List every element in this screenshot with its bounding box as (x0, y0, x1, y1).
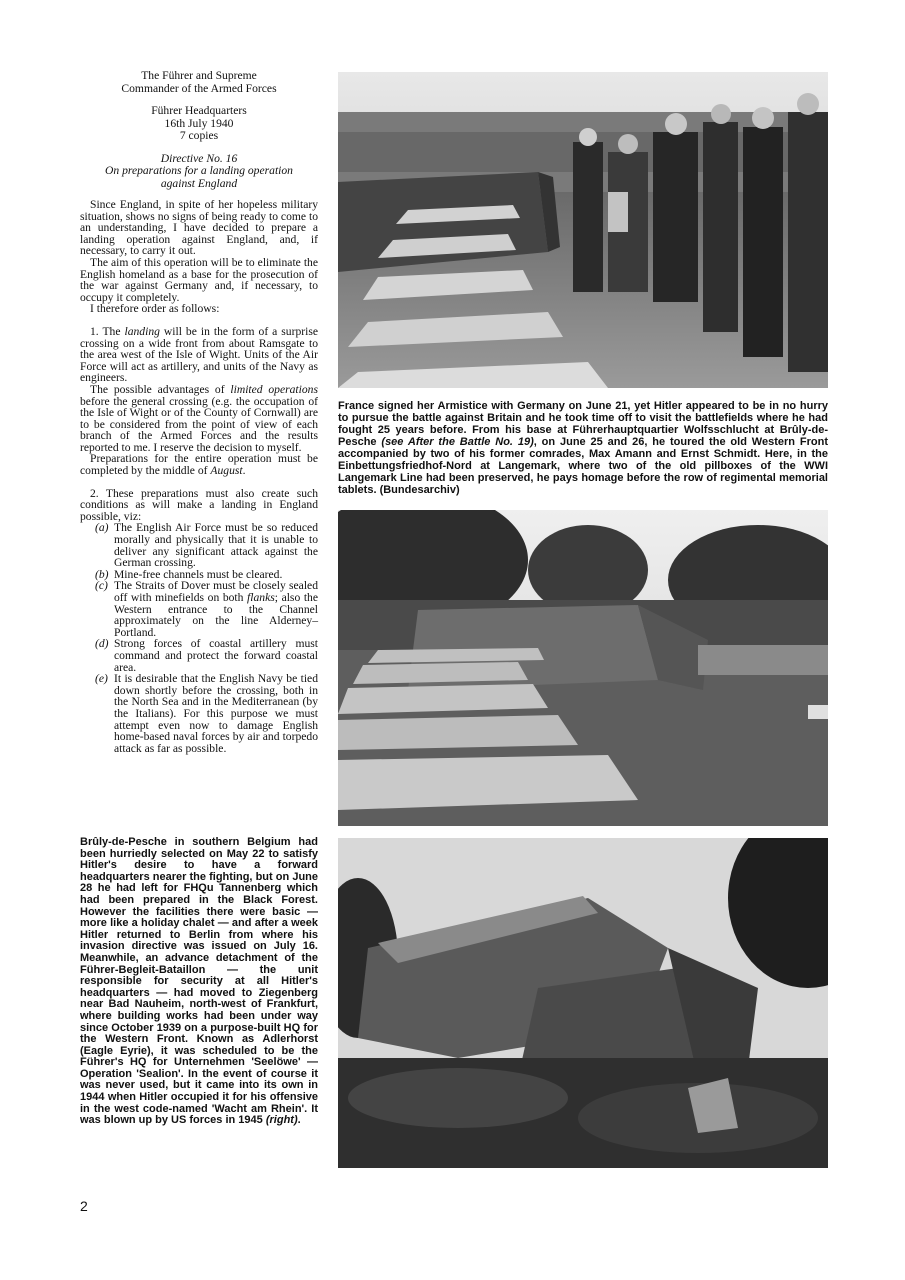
photo-adlerhorst-ruins-image (338, 838, 828, 1168)
paragraph-intro: Since England, in spite of her hopeless military situation, shows no signs of being ready to come to an understanding, I have decided to prepare a landing operation against England, and, if necessary, to carry it out. (80, 198, 318, 258)
directive-subtitle-1: On preparations for a landing operation (105, 164, 293, 177)
caption-langemark: France signed her Armistice with Germany on June 21, yet Hitler appeared to be in no hurry to pursue the battle against Britain and he took time off to visit the battlefields where he had fought 25 years before. From his base at Führerhauptquartier Wolfsschlucht at Brûly-de-Pesche (see After the Battle No. 19), on June 25 and 26, he toured the old Western Front accompanied by two of his former comrades, Max Amann and Ernst Schmidt. Here, in the Einbettungsfriedhof-Nord at Langemark, where two of the old pillboxes of the WWI Langemark Line had been preserved, he pays homage before the row of regimental memorial tablets. (Bundesarchiv) (338, 400, 828, 496)
photo-langemark-today (338, 510, 828, 826)
directive-column (80, 70, 318, 754)
photo-adlerhorst-ruins (338, 838, 828, 1168)
section-2-conditions: 2. These preparations must also create such conditions as will make a landing in England possible, viz: (80, 486, 318, 523)
condition-item: (d) Strong forces of coastal artillery must command and protect the forward coastal area. (95, 637, 318, 674)
directive-title: Directive No. 16 (160, 151, 238, 165)
header-line-1: The Führer and Supreme (141, 69, 257, 82)
condition-item: (a) The English Air Force must be so reduced morally and physically that it is unable to deliver any significant attack against the German crossing. (95, 521, 318, 570)
condition-item: (c) The Straits of Dover must be closely sealed off with minefields on both flanks; also the Western entrance to the Channel approximately on the line Alderney–Portland. (95, 579, 319, 639)
caption-bruly-de-pesche: Brûly-de-Pesche in southern Belgium had been hurriedly selected on May 22 to satisfy Hitler's desire to have a forward headquarters nearer the fighting, but on June 28 he had left for FHQu Tannenberg which had been prepared in the Black Forest. However the facilities there were basic — more like a holiday chalet — and after a week Hitler returned to Berlin from where his invasion directive was issued on July 16. Meanwhile, an advance detachment of the Führer-Begleit-Bataillon — the unit responsible for security at all Hitler's headquarters — had moved to Ziegenberg near Bad Nauheim, north-west of Frankfurt, where building works had been under way since October 1939 on a purpose-built HQ for the Western Front. Known as Adlerhorst (Eagle Eyrie), it was scheduled to be the Führer's HQ for Unternehmen 'Seelöwe' — Operation 'Sealion'. In the event of course it was never used, but it came into its own in 1944 when Hitler occupied it for his offensive in the west code-named 'Wacht am Rhein'. It was blown up by US forces in 1945 (right). (80, 836, 318, 1127)
header-line-2: Commander of the Armed Forces (121, 81, 277, 95)
paragraph-aim: The aim of this operation will be to eliminate the English homeland as a base for the prosecution of the war against Germany and, if necessary, to occupy it completely. (80, 255, 318, 304)
condition-item: (b) Mine-free channels must be cleared. (95, 567, 283, 581)
conditions-list (80, 522, 318, 754)
header-copies: 7 copies (179, 129, 219, 142)
header-date: 16th July 1940 (164, 116, 234, 130)
section-1-limited-operations: The possible advantages of limited operations before the general crossing (e.g. the occupation of the Isle of Wight or of the County of Cornwall) are to be considered from the point of view of each branch of the Armed Forces and the results reported to me. I reserve the decision to myself. (80, 382, 318, 454)
page-number: 2 (80, 1198, 88, 1214)
photo-hitler-langemark (338, 72, 828, 388)
condition-item: (e) It is desirable that the English Navy be tied down shortly before the crossing, both in the North Sea and in the Mediterranean (by the Italians). For this purpose we must attempt even now to damage English home-based naval forces by air and torpedo attack as far as possible. (95, 672, 318, 755)
paragraph-order: I therefore order as follows: (90, 302, 220, 316)
photo-langemark-today-image (338, 510, 828, 826)
section-1-preparations: Preparations for the entire operation must be completed by the middle of August. (80, 452, 318, 478)
directive-title-block (80, 153, 318, 191)
header-hq: Führer Headquarters (151, 104, 247, 117)
photo-hitler-langemark-image (338, 72, 828, 388)
section-1-landing: 1. The landing will be in the form of a surprise crossing on a wide front from about Ramsgate to the area west of the Isle of Wight. Units of the Air Force will act as artillery, and units of the Navy as engineers. (80, 324, 318, 385)
directive-subtitle-2: against England (160, 176, 238, 190)
